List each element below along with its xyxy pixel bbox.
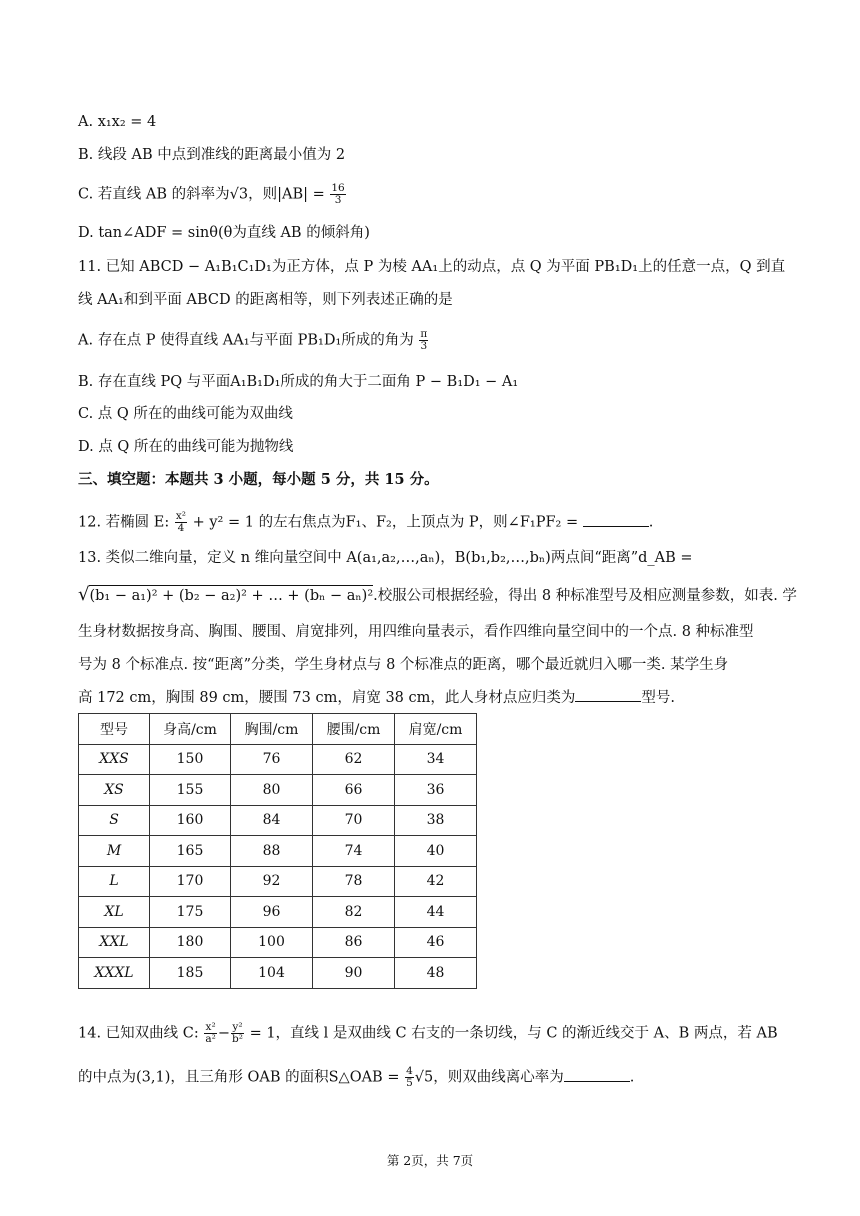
fraction-denominator: a² xyxy=(205,1033,216,1045)
table-cell: 34 xyxy=(395,744,477,775)
q11-stem-line-2: 线 AA₁和到平面 ABCD 的距离相等，则下列表述正确的是 xyxy=(78,292,453,308)
q14-line-1 xyxy=(78,1022,778,1045)
fraction-numerator: 16 xyxy=(331,182,345,194)
table-cell: 38 xyxy=(395,805,477,836)
table-cell: 66 xyxy=(313,775,395,806)
table-cell: 82 xyxy=(313,897,395,928)
fraction-denominator: 3 xyxy=(420,340,428,352)
table-cell: 44 xyxy=(395,897,477,928)
table-cell: 78 xyxy=(313,866,395,897)
q10-option-d: D. tan∠ADF = sinθ(θ为直线 AB 的倾斜角) xyxy=(78,225,370,241)
table-header-cell: 腰围/cm xyxy=(313,714,395,745)
table-row xyxy=(79,775,477,806)
table-cell-type: XXXL xyxy=(79,958,150,989)
table-cell: 88 xyxy=(231,836,313,867)
sqrt-symbol-icon: √ xyxy=(78,584,90,605)
section-heading: 三、填空题：本题共 3 小题，每小题 5 分，共 15 分。 xyxy=(78,471,439,488)
table-cell: 155 xyxy=(150,775,231,806)
q14-minus: − xyxy=(217,1025,231,1042)
fraction-numerator: x² xyxy=(175,510,186,522)
table-cell: 42 xyxy=(395,866,477,897)
q14-area-fraction xyxy=(405,1066,414,1089)
q11-option-c: C. 点 Q 所在的曲线可能为双曲线 xyxy=(78,406,293,422)
table-cell: 70 xyxy=(313,805,395,836)
table-cell: 48 xyxy=(395,958,477,989)
table-cell: 92 xyxy=(231,866,313,897)
table-cell: 175 xyxy=(150,897,231,928)
q12-prefix: 12. 若椭圆 E: xyxy=(78,514,170,531)
table-cell: 180 xyxy=(150,927,231,958)
table-header-cell: 型号 xyxy=(79,714,150,745)
q10-option-c-fraction xyxy=(330,183,345,206)
q13-line-3: 生身材数据按身高、胸围、腰围、肩宽排列，用四维向量表示，看作四维向量空间中的一个点. 8 种标准型 xyxy=(78,624,754,640)
table-cell: 62 xyxy=(313,744,395,775)
fraction-numerator: π xyxy=(420,328,428,340)
answer-blank xyxy=(564,1067,630,1082)
table-cell: 84 xyxy=(231,805,313,836)
table-row xyxy=(79,836,477,867)
q10-option-c-text: C. 若直线 AB 的斜率为√3，则|AB| = xyxy=(78,186,325,203)
q10-option-a: A. x₁x₂ = 4 xyxy=(78,114,157,130)
answer-blank xyxy=(575,687,641,702)
q12-fraction xyxy=(175,511,187,534)
q14-line-2-post: ，则双曲线离心率为 xyxy=(433,1069,564,1086)
fraction-numerator: 4 xyxy=(406,1065,413,1077)
q11-option-d: D. 点 Q 所在的曲线可能为抛物线 xyxy=(78,439,294,455)
page-footer: 第 2页，共 7页 xyxy=(386,1153,474,1168)
table-cell-type: XXL xyxy=(79,927,150,958)
table-cell: 185 xyxy=(150,958,231,989)
table-row xyxy=(79,897,477,928)
q11-option-a xyxy=(78,329,429,352)
q10-option-c xyxy=(78,183,347,206)
table-cell: 90 xyxy=(313,958,395,989)
table-cell-type: L xyxy=(79,866,150,897)
table-header-cell: 身高/cm xyxy=(150,714,231,745)
q14-text: = 1，直线 l 是双曲线 C 右支的一条切线，与 C 的渐近线交于 A、B 两点，若 AB xyxy=(249,1025,778,1042)
q14-prefix: 14. 已知双曲线 C: xyxy=(78,1025,199,1042)
table-row xyxy=(79,866,477,897)
size-spec-table xyxy=(78,713,477,989)
answer-blank xyxy=(583,512,649,527)
table-cell: 46 xyxy=(395,927,477,958)
fraction-denominator: 4 xyxy=(177,522,185,534)
table-header-cell: 肩宽/cm xyxy=(395,714,477,745)
table-cell: 150 xyxy=(150,744,231,775)
table-cell-type: S xyxy=(79,805,150,836)
q14-end: . xyxy=(629,1069,635,1086)
table-cell: 36 xyxy=(395,775,477,806)
table-cell: 96 xyxy=(231,897,313,928)
q11-option-b: B. 存在直线 PQ 与平面A₁B₁D₁所成的角大于二面角 P − B₁D₁ − A₁ xyxy=(78,374,519,390)
q14-fraction-x xyxy=(204,1022,216,1045)
table-cell: 80 xyxy=(231,775,313,806)
q13-line-5-text: 高 172 cm，胸围 89 cm，腰围 73 cm，肩宽 38 cm，此人身材点应归类为 xyxy=(78,690,576,706)
table-header-cell: 胸围/cm xyxy=(231,714,313,745)
q14-sqrt: √5 xyxy=(414,1069,434,1086)
q13-line-2-text: .校服公司根据经验，得出 8 种标准型号及相应测量参数，如表. 学 xyxy=(373,588,797,604)
table-cell-type: XL xyxy=(79,897,150,928)
table-cell: 100 xyxy=(231,927,313,958)
q10-option-b: B. 线段 AB 中点到准线的距离最小值为 2 xyxy=(78,147,346,163)
table-row xyxy=(79,744,477,775)
table-cell-type: XS xyxy=(79,775,150,806)
fraction-denominator: 5 xyxy=(406,1077,413,1089)
table-row xyxy=(79,805,477,836)
q13-line-4: 号为 8 个标准点. 按“距离”分类，学生身材点与 8 个标准点的距离，哪个最近就归入哪一类. 某学生身 xyxy=(78,657,729,673)
table-cell: 76 xyxy=(231,744,313,775)
q13-line-5 xyxy=(78,687,675,708)
table-cell-type: XXS xyxy=(79,744,150,775)
q13-line-2 xyxy=(78,585,797,606)
q13-line-1: 13. 类似二维向量，定义 n 维向量空间中 A(a₁,a₂,…,aₙ)，B(b₁,b₂,…,bₙ)两点间“距离”d_AB = xyxy=(78,550,693,566)
table-cell: 40 xyxy=(395,836,477,867)
fraction-numerator: y² xyxy=(232,1021,243,1033)
table-header-row xyxy=(79,714,477,745)
q12 xyxy=(78,511,653,534)
q12-text: + y² = 1 的左右焦点为F₁、F₂，上顶点为 P，则∠F₁PF₂ = xyxy=(192,514,579,531)
fraction-denominator: b² xyxy=(232,1033,243,1045)
fraction-denominator: 3 xyxy=(334,194,342,206)
q13-radicand: (b₁ − a₁)² + (b₂ − a₂)² + … + (bₙ − aₙ)² xyxy=(89,585,373,606)
table-cell: 170 xyxy=(150,866,231,897)
q11-stem-line-1: 11. 已知 ABCD − A₁B₁C₁D₁为正方体，点 P 为棱 AA₁上的动点，点 Q 为平面 PB₁D₁上的任意一点，Q 到直 xyxy=(78,259,786,275)
table-row xyxy=(79,927,477,958)
q14-line-2-text: 的中点为(3,1)，且三角形 OAB 的面积S△OAB = xyxy=(78,1069,400,1086)
table-cell: 165 xyxy=(150,836,231,867)
q13-line-5-end: 型号. xyxy=(641,690,675,706)
table-cell: 74 xyxy=(313,836,395,867)
q12-end: . xyxy=(648,514,654,531)
table-cell: 160 xyxy=(150,805,231,836)
q14-fraction-y xyxy=(231,1022,244,1045)
fraction-numerator: x² xyxy=(205,1021,216,1033)
q11-option-a-fraction xyxy=(419,329,428,352)
table-row xyxy=(79,958,477,989)
q14-line-2 xyxy=(78,1066,634,1089)
table-cell: 86 xyxy=(313,927,395,958)
q11-option-a-text: A. 存在点 P 使得直线 AA₁与平面 PB₁D₁所成的角为 xyxy=(78,332,414,349)
table-cell-type: M xyxy=(79,836,150,867)
table-cell: 104 xyxy=(231,958,313,989)
